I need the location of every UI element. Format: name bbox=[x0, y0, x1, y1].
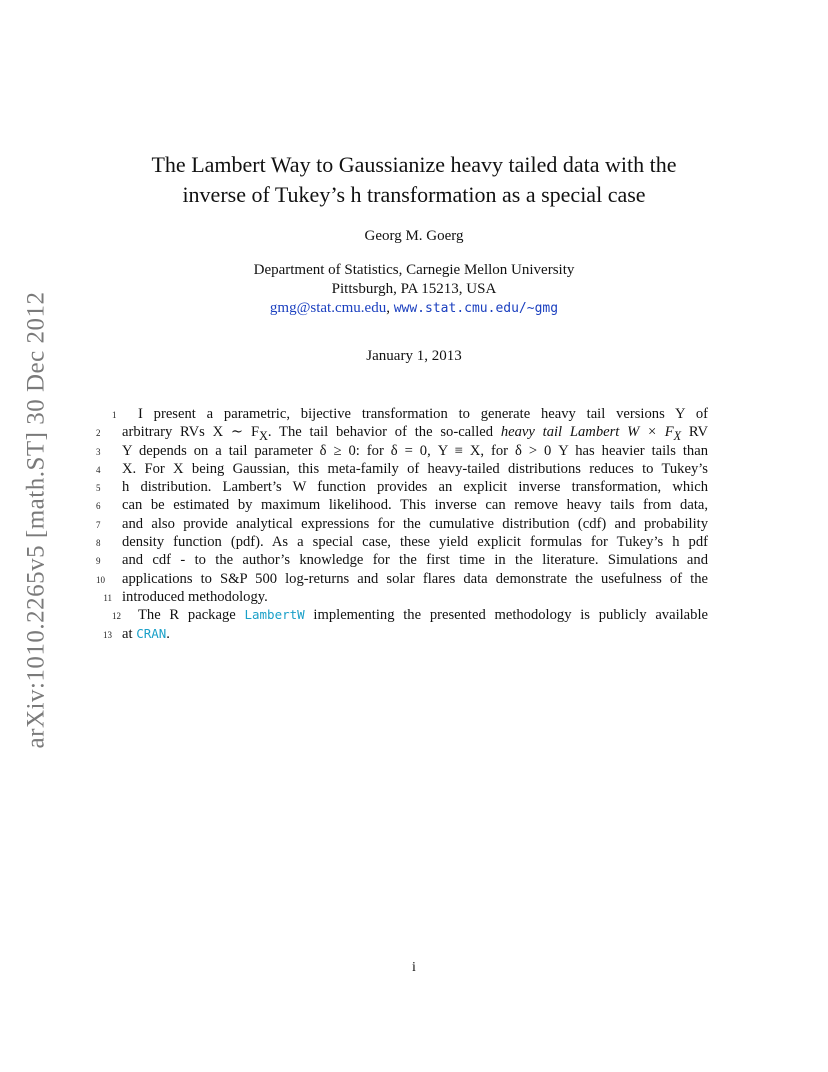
line-number: 7 bbox=[96, 519, 101, 530]
website-link[interactable]: www.stat.cmu.edu/~gmg bbox=[393, 301, 559, 316]
paper-date: January 1, 2013 bbox=[366, 348, 462, 364]
paper-title bbox=[110, 150, 718, 210]
abstract-text: . The tail behavior of the so-called bbox=[267, 424, 501, 441]
contact-line bbox=[110, 299, 718, 318]
page-number: i bbox=[412, 960, 416, 975]
line-number: 6 bbox=[96, 501, 101, 512]
subscript: X bbox=[259, 429, 268, 444]
abstract-line bbox=[96, 570, 708, 588]
abstract-text: Y depends on a tail parameter δ ≥ 0: for δ = 0, Y ≡ X, for δ > 0 Y has heavier tails than bbox=[122, 442, 708, 459]
line-number: 11 bbox=[103, 592, 112, 603]
arxiv-stamp bbox=[10, 270, 62, 770]
abstract-text: RV bbox=[681, 424, 708, 441]
abstract-text: density function (pdf). As a special case, these yield explicit formulas for Tukey’s h pdf bbox=[122, 534, 708, 551]
address: Pittsburgh, PA 15213, USA bbox=[331, 281, 497, 297]
title-line-2: inverse of Tukey’s h transformation as a special case bbox=[182, 182, 646, 207]
abstract-line bbox=[103, 625, 708, 643]
author-affiliation bbox=[110, 261, 718, 318]
abstract-line bbox=[112, 606, 708, 624]
abstract-line bbox=[96, 442, 708, 460]
abstract-line bbox=[96, 423, 708, 444]
abstract-text: at bbox=[122, 625, 137, 642]
line-number: 1 bbox=[112, 410, 117, 420]
abstract-text: The R package bbox=[138, 607, 245, 624]
abstract-line bbox=[103, 588, 708, 606]
abstract-text: and also provide analytical expressions for the cumulative distribution (cdf) and probability bbox=[122, 515, 708, 532]
line-number: 2 bbox=[96, 428, 101, 439]
title-line-1: The Lambert Way to Gaussianize heavy tailed data with the bbox=[151, 152, 677, 177]
abstract-text: applications to S&P 500 log-returns and solar flares data demonstrate the usefulness of the bbox=[122, 570, 708, 587]
email-link[interactable]: gmg@stat.cmu.edu bbox=[269, 300, 387, 316]
cran-link[interactable]: CRAN bbox=[136, 625, 167, 641]
abstract-text: X. For X being Gaussian, this meta-family of heavy-tailed distributions reduces to Tukey’s bbox=[122, 460, 708, 477]
abstract-line bbox=[96, 496, 708, 514]
abstract-text: implementing the presented methodology is publicly available bbox=[304, 607, 708, 624]
abstract-text: I present a parametric, bijective transformation to generate heavy tail versions Y of bbox=[138, 406, 708, 422]
abstract-text: and cdf - to the author’s knowledge for the first time in the literature. Simulations and bbox=[122, 552, 708, 569]
abstract-line bbox=[96, 460, 708, 478]
lambertw-package-link[interactable]: LambertW bbox=[244, 607, 305, 623]
line-number: 3 bbox=[96, 446, 101, 457]
arxiv-identifier: arXiv:1010.2265v5 [math.ST] 30 Dec 2012 bbox=[22, 291, 49, 749]
line-number: 4 bbox=[96, 464, 101, 475]
line-number: 8 bbox=[96, 538, 101, 549]
line-number: 10 bbox=[96, 574, 105, 585]
abstract-line bbox=[112, 405, 708, 423]
line-number: 5 bbox=[96, 483, 101, 494]
abstract-text: introduced methodology. bbox=[122, 588, 268, 605]
line-number: 12 bbox=[112, 611, 121, 622]
abstract-text: can be estimated by maximum likelihood. This inverse can remove heavy tails from data, bbox=[122, 497, 708, 514]
line-number: 9 bbox=[96, 556, 101, 567]
department: Department of Statistics, Carnegie Mellon University bbox=[253, 262, 575, 278]
emphasis-term: heavy tail Lambert $W \times F_X$ bbox=[500, 424, 682, 444]
contact-separator: , bbox=[386, 300, 394, 316]
abstract-line bbox=[96, 551, 708, 569]
abstract-line bbox=[96, 515, 708, 533]
author-name: Georg M. Goerg bbox=[364, 228, 464, 244]
abstract-text: . bbox=[166, 625, 170, 642]
abstract bbox=[96, 405, 708, 643]
abstract-line bbox=[96, 478, 708, 496]
abstract-line bbox=[96, 533, 708, 551]
line-number: 13 bbox=[103, 629, 112, 640]
abstract-text: h distribution. Lambert’s W function provides an explicit inverse transformation, which bbox=[122, 479, 708, 496]
abstract-text: arbitrary RVs X ∼ F bbox=[122, 424, 260, 441]
